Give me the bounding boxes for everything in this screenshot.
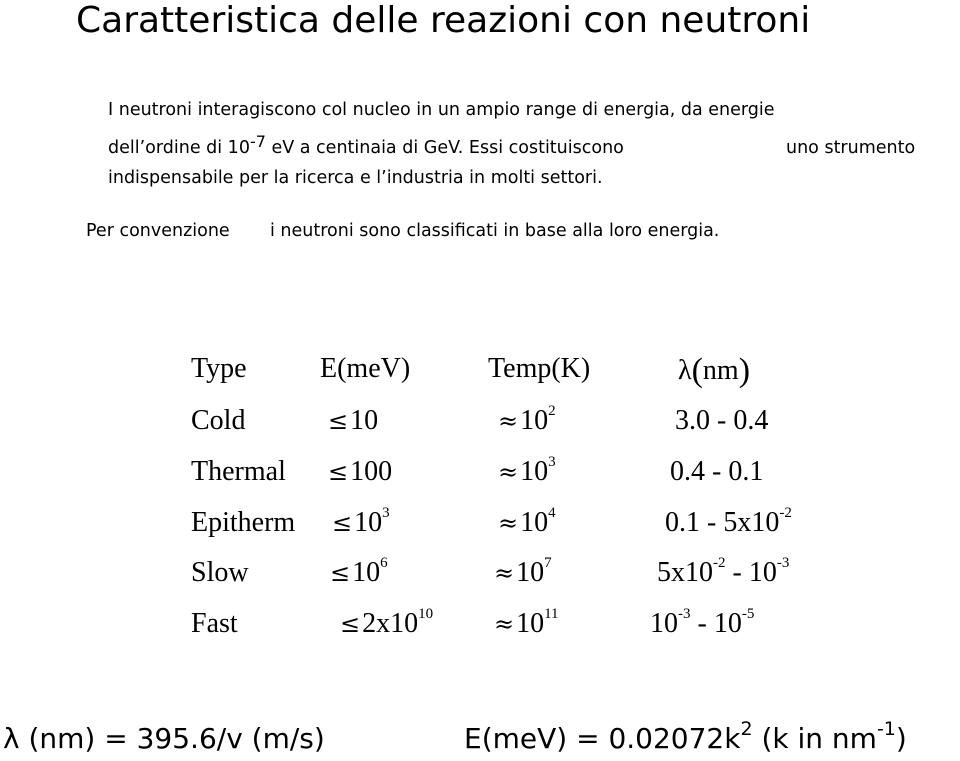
row-energy-cold: ≤10 [328,405,379,436]
row-type-slow: Slow [191,557,249,588]
header-energy: E(meV) [320,353,411,384]
page-title: Caratteristica delle reazioni con neutroni [76,0,811,41]
header-temp: Temp(K) [488,353,591,384]
header-type: Type [191,353,247,384]
intro-line-1: I neutroni interagiscono col nucleo in un ampio range di energia, da energie [108,100,775,120]
convention-part-1: Per convenzione [86,221,230,241]
row-wavelength-thermal: 0.4 - 0.1 [670,456,764,487]
header-wavelength: λ(nm) [678,352,751,389]
intro-line-3: indispensabile per la ricerca e l’industria in molti settori. [108,168,603,188]
row-temp-slow: $\approx 10^7$ [494,555,552,588]
row-temp-epitherm: $\approx 10^4$ [498,505,556,538]
intro-line-2-middle: eV a centinaia di GeV. Essi costituiscono [265,138,624,158]
row-energy-slow: $\le 10^6$ [330,555,388,588]
row-wavelength-fast: $10^{-3} - 10^{-5}$ [650,606,755,639]
convention-part-2: i neutroni sono classificati in base alla loro energia. [270,221,720,241]
row-temp-cold: $\approx 10^2$ [498,403,556,436]
row-energy-fast: $\le 2x10^{10}$ [340,606,434,639]
row-wavelength-slow: $5x10^{-2} - 10^{-3}$ [657,555,790,588]
row-wavelength-epitherm: $0.1 - 5x10^{-2}$ [665,505,792,538]
row-type-cold: Cold [191,405,246,436]
intro-line-2-end: uno strumento [786,138,916,158]
energy-wavevector-formula: $E(meV) = 0.02072k^2$ (k in $nm^{-1}$) [464,718,907,755]
wavelength-velocity-formula: λ (nm) = 395.6/v (m/s) [3,722,325,755]
row-energy-epitherm: $\le 10^3$ [332,505,390,538]
row-type-fast: Fast [191,608,238,639]
row-type-epitherm: Epitherm [191,507,296,538]
row-temp-thermal: $\approx 10^3$ [498,454,556,487]
lambda-symbol: λ [678,355,692,386]
row-temp-fast: $\approx 10^{11}$ [494,606,559,639]
intro-line-2-prefix: dell’ordine di 10 [108,138,250,158]
row-energy-thermal: ≤100 [328,456,393,487]
intro-line-2-exponent: -7 [249,132,266,151]
header-wavelength-unit: nm [702,355,739,386]
row-wavelength-cold: 3.0 - 0.4 [675,405,769,436]
row-type-thermal: Thermal [191,456,286,487]
